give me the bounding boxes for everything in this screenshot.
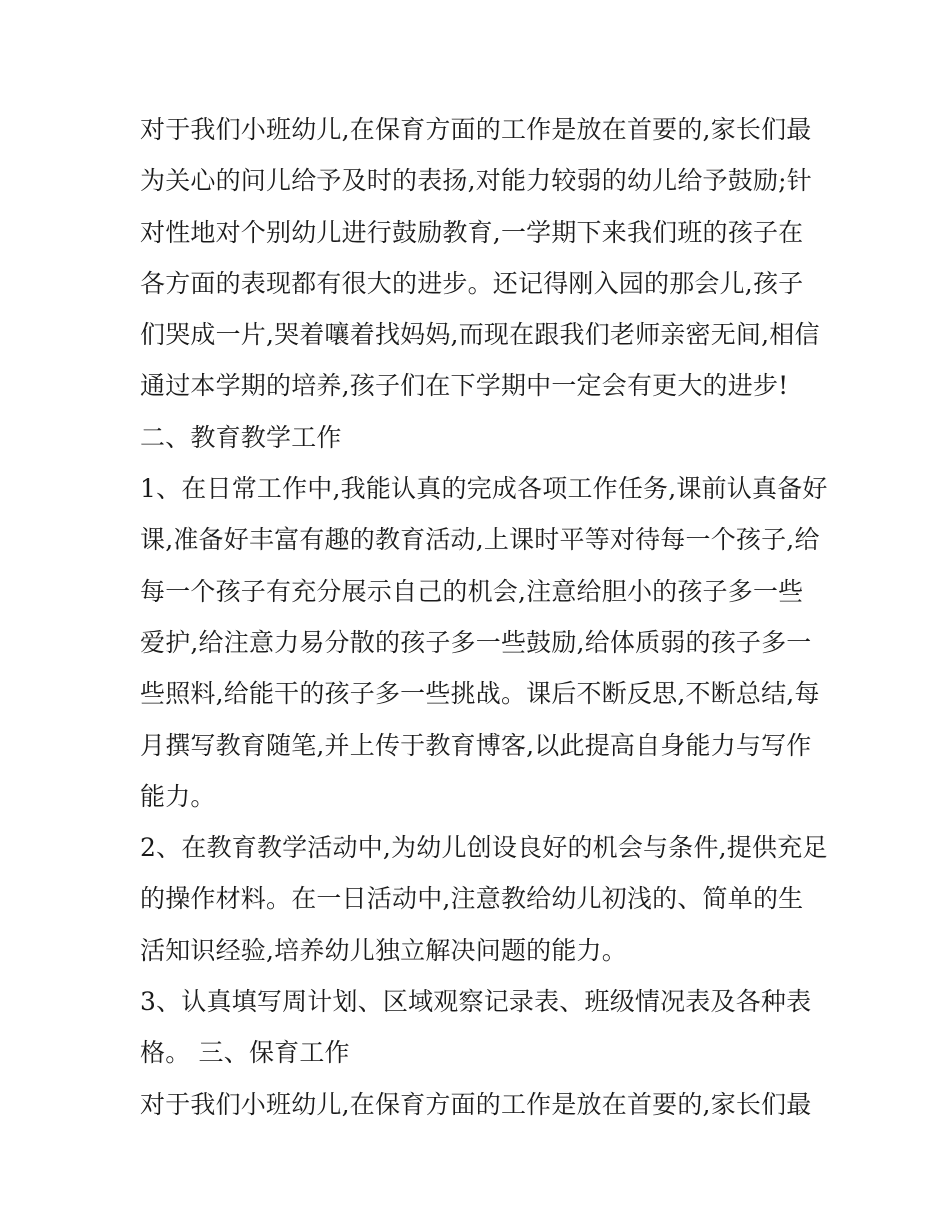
- text-line-12: 些照料,给能干的孩子多一些挑战。课后不断反思,不断总结,每: [140, 679, 820, 709]
- text-line-16: 的操作材料。在一日活动中,注意教给幼儿初浅的、简单的生: [140, 884, 804, 914]
- text-line-1: 对于我们小班幼儿,在保育方面的工作是放在首要的,家长们最: [140, 115, 812, 144]
- text-line-9: 课,准备好丰富有趣的教育活动,上课时平等对待每一个孩子,给: [140, 525, 820, 555]
- text-line-2: 为关心的问儿给予及时的表扬,对能力较弱的幼儿给予鼓励;针: [140, 166, 812, 196]
- text-line-8: 1、在日常工作中,我能认真的完成各项工作任务,课前认真备好: [140, 474, 828, 504]
- text-line-14: 能力。: [140, 781, 216, 811]
- text-line-6: 通过本学期的培养,孩子们在下学期中一定会有更大的进步!: [140, 371, 789, 401]
- text-line-20: 对于我们小班幼儿,在保育方面的工作是放在首要的,家长们最: [140, 1089, 812, 1119]
- text-line-4: 各方面的表现都有很大的进步。还记得刚入园的那会儿,孩子: [140, 268, 804, 298]
- text-line-17: 活知识经验,培养幼儿独立解决问题的能力。: [140, 935, 627, 965]
- text-line-15: 2、在教育教学活动中,为幼儿创设良好的机会与条件,提供充足: [140, 833, 828, 863]
- section-heading-teaching: 二、教育教学工作: [140, 422, 342, 452]
- text-line-5: 们哭成一片,哭着嚷着找妈妈,而现在跟我们老师亲密无间,相信: [140, 320, 820, 350]
- text-line-3: 对性地对个别幼儿进行鼓励教育,一学期下来我们班的孩子在: [140, 217, 804, 247]
- text-line-18: 3、认真填写周计划、区域观察记录表、班级情况表及各种表: [140, 987, 812, 1017]
- document-body: [140, 104, 828, 1130]
- text-line-13: 月撰写教育随笔,并上传于教育博客,以此提高自身能力与写作: [140, 730, 812, 760]
- text-line-10: 每一个孩子有充分展示自己的机会,注意给胆小的孩子多一些: [140, 576, 804, 606]
- text-line-11: 爱护,给注意力易分散的孩子多一些鼓励,给体质弱的孩子多一: [140, 627, 812, 657]
- text-line-19: 格。 三、保育工作: [140, 1038, 350, 1068]
